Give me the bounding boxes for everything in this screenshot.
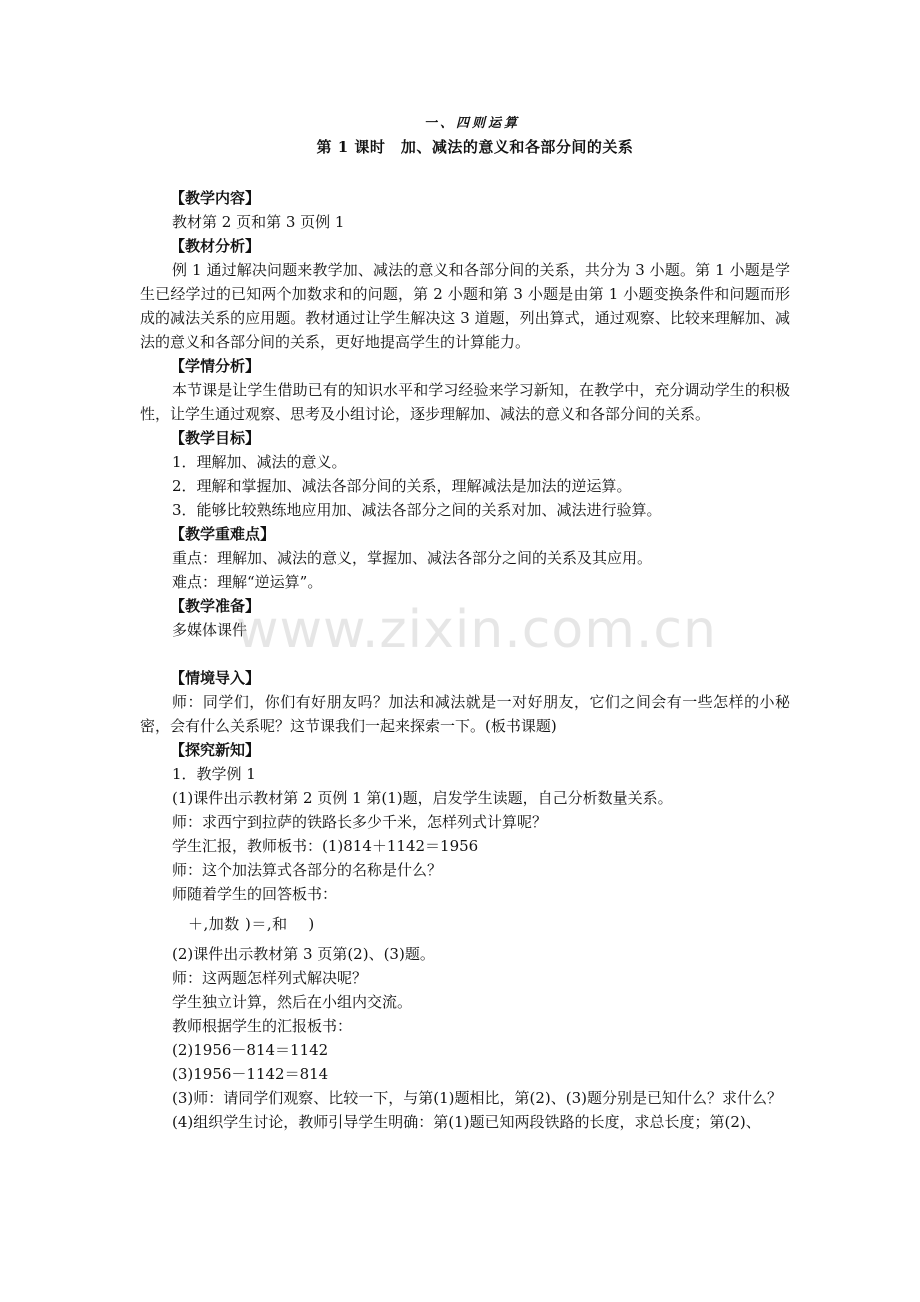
- section-heading: 【情境导入】: [170, 669, 261, 687]
- section-heading: 【教材分析】: [170, 237, 261, 255]
- paragraph: 例 1 通过解决问题来教学加、减法的意义和各部分间的关系，共分为 3 小题。第 1 小题是学生已经学过的已知两个加数求和的问题，第 2 小题和第 3 小题是由第 1 小题变换条件和问题而形成的减法关系的应用题。教材通过让学生解决这 3 道题，列出算式，通过观察、比较来理解加、减法的意义和各部分间的关系，更好地提高学生的计算能力。: [140, 261, 790, 351]
- text-line: 师随着学生的回答板书：: [172, 885, 338, 903]
- lesson-title: 第 1 课时 加、减法的意义和各部分间的关系: [316, 138, 634, 156]
- text-line: 师：这个加法算式各部分的名称是什么？: [172, 861, 443, 879]
- text-line: 教师根据学生的汇报板书：: [172, 1017, 353, 1035]
- text-line: 1．教学例 1: [172, 765, 256, 783]
- paragraph: 本节课是让学生借助已有的知识水平和学习经验来学习新知，在教学中，充分调动学生的积极性，让学生通过观察、思考及小组讨论，逐步理解加、减法的意义和各部分间的关系。: [140, 381, 790, 423]
- section-heading: 【教学目标】: [170, 429, 261, 447]
- document-body: [140, 186, 790, 1134]
- text-line: 重点：理解加、减法的意义，掌握加、减法各部分之间的关系及其应用。: [172, 549, 653, 567]
- text-line: 多媒体课件: [172, 621, 248, 639]
- text-line: 2．理解和掌握加、减法各部分间的关系，理解减法是加法的逆运算。: [172, 477, 632, 495]
- section-heading: 【教学准备】: [170, 597, 261, 615]
- section-heading: 【教学内容】: [170, 189, 261, 207]
- watermark: www.zixin.com.cn: [236, 600, 717, 660]
- blank-line: [170, 642, 790, 666]
- board-formula: ＋,加数 )＝,和 ): [188, 915, 315, 933]
- section-heading: 【教学重难点】: [170, 525, 276, 543]
- text-line: 1．理解加、减法的意义。: [172, 453, 347, 471]
- paragraph: (3)师：请同学们观察、比较一下，与第(1)题相比，第(2)、(3)题分别是已知什么？求什么？: [172, 1089, 782, 1107]
- text-line: 学生汇报，教师板书：(1)814＋1142＝1956: [172, 837, 479, 855]
- section-heading: 【探究新知】: [170, 741, 261, 759]
- paragraph: (4)组织学生讨论，教师引导学生明确：第(1)题已知两段铁路的长度，求总长度；第(2)、: [172, 1113, 761, 1131]
- section-heading: 【学情分析】: [170, 357, 261, 375]
- text-line: 难点：理解“逆运算”。: [172, 573, 323, 591]
- text-line: 3．能够比较熟练地应用加、减法各部分之间的关系对加、减法进行验算。: [172, 501, 662, 519]
- text-line: 师：求西宁到拉萨的铁路长多少千米，怎样列式计算呢？: [172, 813, 548, 831]
- text-line: 教材第 2 页和第 3 页例 1: [172, 213, 345, 231]
- text-line: 师：这两题怎样列式解决呢？: [172, 969, 368, 987]
- text-line: (3)1956－1142＝814: [172, 1065, 329, 1083]
- text-line: (1)课件出示教材第 2 页例 1 第(1)题，启发学生读题，自己分析数量关系。: [172, 789, 673, 807]
- unit-title: 一、四则运算: [423, 116, 520, 131]
- text-line: (2)课件出示教材第 3 页第(2)、(3)题。: [172, 945, 435, 963]
- text-line: (2)1956－814＝1142: [172, 1041, 329, 1059]
- paragraph: 师：同学们，你们有好朋友吗？加法和减法就是一对好朋友，它们之间会有一些怎样的小秘密，会有什么关系呢？这节课我们一起来探索一下。(板书课题): [140, 693, 790, 735]
- text-line: 学生独立计算，然后在小组内交流。: [172, 993, 413, 1011]
